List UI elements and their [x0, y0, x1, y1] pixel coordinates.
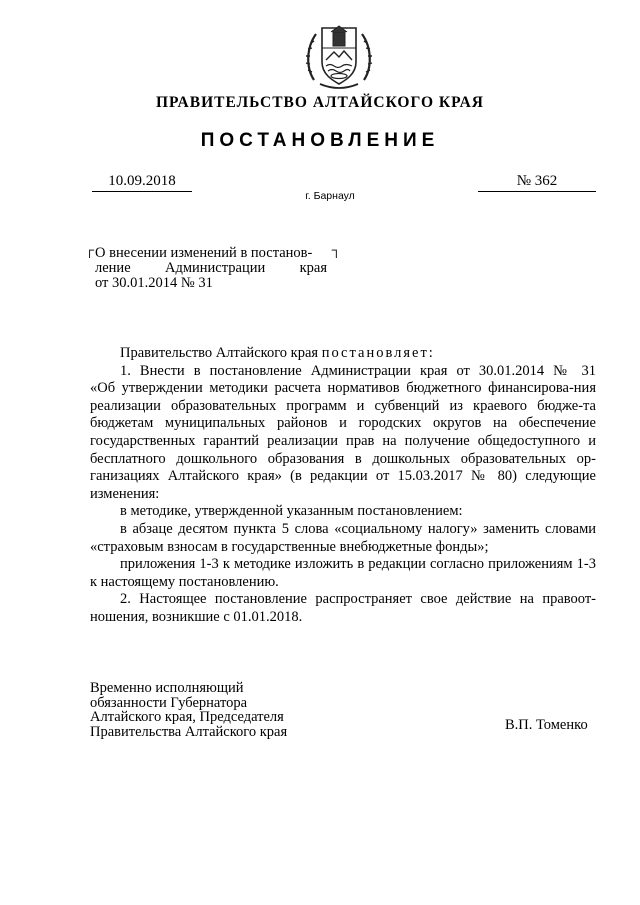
subject-line-3: от 30.01.2014 № 31	[95, 275, 213, 291]
signatory-name: В.П. Томенко	[505, 717, 588, 733]
government-title: ПРАВИТЕЛЬСТВО АЛТАЙСКОГО КРАЯ	[156, 94, 484, 111]
corner-mark-left: ┌	[85, 242, 95, 257]
paragraph-5: 2. Настоящее постановление распространяет свое действие на правоот-ношения, возникшие с 01.01.2018.	[90, 591, 596, 625]
subject-line-1: О внесении изменений в постанов-	[95, 245, 313, 261]
intro-decree-word: постановляет:	[321, 345, 435, 361]
paragraph-1-first-line: 1. Внести в постановление Администрации края от 30.01.2014 № 31	[120, 362, 596, 379]
subject-line-2: ление Администрации края	[95, 260, 327, 276]
signature-position	[90, 681, 287, 739]
signature-line-1: Временно исполняющий	[90, 680, 244, 696]
paragraph-1-rest: «Об утверждении методики расчета нормативов бюджетного финансирова-ния реализации образовательных программ и субвенций из краевого бюдже-та бюджетам муниципальных районов и городских округов на обеспечение государственных гарантий реализации прав на получение общедоступного и бесплатного дошкольного образования в дошкольных образовательных ор-ганизациях Алтайского края» (в редакции от 15.03.2017 № 80) следующие изменения:	[90, 380, 596, 502]
paragraph-3: в абзаце десятом пункта 5 слова «социальному налогу» заменить словами «страховым взносам в государственные внебюджетные фонды»;	[90, 520, 596, 555]
coat-of-arms-icon	[300, 18, 378, 96]
document-date: 10.09.2018	[92, 173, 192, 192]
document-body	[90, 345, 596, 627]
intro-paragraph	[90, 345, 596, 363]
document-subject	[85, 242, 341, 291]
document-city: г. Барнаул	[305, 190, 355, 202]
intro-lead: Правительство Алтайского края	[120, 345, 322, 361]
corner-mark-right: ┐	[331, 242, 341, 257]
paragraph-4: приложения 1-3 к методике изложить в редакции согласно приложениям 1-3 к настоящему постановлению.	[90, 556, 596, 590]
document-type-title: ПОСТАНОВЛЕНИЕ	[200, 130, 440, 151]
signature-line-3: Алтайского края, Председателя	[90, 709, 284, 725]
paragraph-2: в методике, утвержденной указанным постановлением:	[120, 503, 463, 520]
signature-line-4: Правительства Алтайского края	[90, 723, 288, 740]
document-number: № 362	[478, 173, 596, 192]
signature-line-2: обязанности Губернатора	[90, 694, 248, 711]
